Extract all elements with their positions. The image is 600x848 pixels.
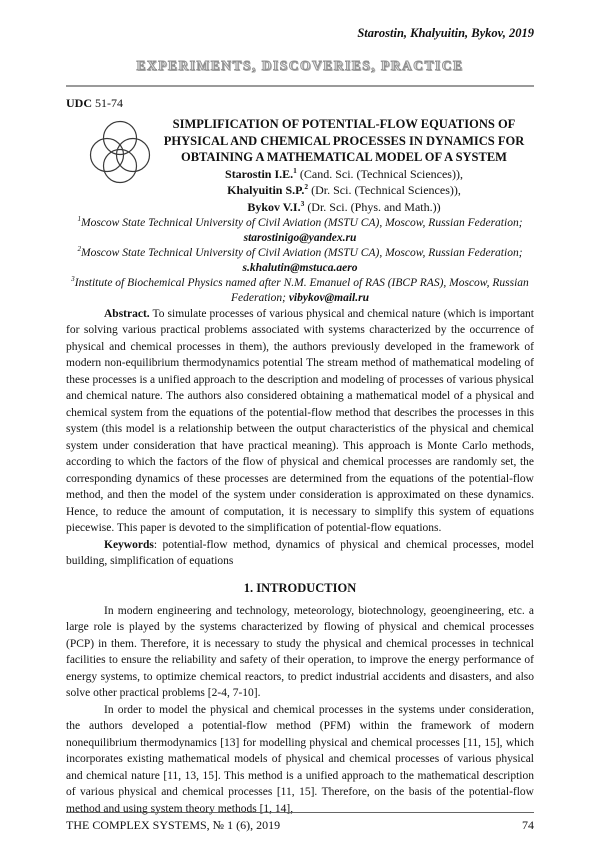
affiliation-text: Moscow State Technical University of Civil Aviation (MSTU CA), Moscow, Russian Federation; (81, 246, 523, 259)
udc-label: UDC (66, 96, 92, 110)
running-head: Starostin, Khalyuitin, Bykov, 2019 (357, 26, 534, 40)
keywords (66, 537, 534, 570)
author-sup: 1 (293, 165, 297, 175)
abstract (66, 306, 534, 537)
author-degree: (Dr. Sci. (Phys. and Math.)) (307, 200, 441, 215)
author-name: Khalyuitin S.P.$^2$ (227, 182, 309, 198)
author-line (154, 200, 534, 216)
abstract-text: To simulate processes of various physical and chemical nature (which is important for solving various practical problems associated with systems characterized by the occurrence of physical and chemical processes in them), the authors previously developed in the framework of modern non-equilibrium thermodynamics potential The stream method of mathematical modeling of these processes is a unified approach to the description and modeling of processes of various physical and chemical nature. The authors also considered obtaining a mathematical model of a physical and chemical system from the equations of the potential-flow method that describes the processes in this system (this model is a relationship between the output characteristics of the physical and chemical system under consideration that have practical meaning). This approach is Monte Carlo methods, according to which the factors of the flow of physical and chemical processes are randomly set, the corresponding dynamics of these processes are determined from the equations of the potential-flow method, and then the model of the system under consideration is approximated on these dynamics. Hence, to reduce the amount of computation, it is necessary to simplify this system of equations piecewise. This paper is devoted to the simplification of potential-flow equations. (66, 307, 534, 535)
keywords-label: Keywords (104, 538, 154, 551)
author-name: Bykov V.I.$^3$ (247, 199, 305, 215)
issue-banner: EXPERIMENTS, DISCOVERIES, PRACTICE (136, 58, 464, 73)
journal-logo (66, 116, 154, 216)
affiliation-text: Institute of Biochemical Physics named after N.M. Emanuel of RAS (IBCP RAS), Moscow, Russian Federation; (74, 276, 529, 304)
section-heading-introduction: 1. INTRODUCTION (243, 580, 357, 595)
affiliation-sup: 2 (77, 245, 81, 254)
author-line (154, 167, 534, 183)
affiliation-email[interactable]: starostinigo@yandex.ru (243, 231, 357, 244)
page-number: 74 (522, 818, 534, 832)
affiliation-text: Moscow State Technical University of Civil Aviation (MSTU CA), Moscow, Russian Federation; (81, 216, 523, 229)
author-line (154, 183, 534, 199)
paragraph: In order to model the physical and chemical processes in the systems under consideration, the authors developed a potential-flow method (PFM) within the framework of modern nonequilibrium thermodynamics [13] for modelling physical and chemical processes [11, 15], which incorporates existing mathematical models of physical and chemical processes of various physical and chemical nature [11, 13, 15]. This method is a unified approach to the mathematical description of various physical and chemical processes [11, 15]. Therefore, on the basis of the potential-flow method and using system theory methods [1, 14], (66, 703, 534, 815)
keywords-text: : potential-flow method, dynamics of physical and chemical processes, model building, simplification of equations (66, 538, 534, 568)
affiliation-line (70, 246, 530, 276)
rings-logo-icon (86, 118, 154, 186)
affiliation-email[interactable]: vibykov@mail.ru (288, 291, 369, 304)
affiliation-line (70, 276, 530, 306)
title-block (66, 116, 534, 216)
udc-value: 51-74 (95, 96, 123, 110)
paragraph: In modern engineering and technology, meteorology, biotechnology, geoengineering, etc. a large role is played by the systems characterized by flowing of physical and chemical processes (PCP) in them. Therefore, it is necessary to study the physical and chemical processes in technical facilities to ensure the reliability and safety of their operation, to improve the energy performance of energy systems, to optimize chemical reactors, to predict industrial accidents and disasters, and also solve other practical problems [2-4, 7-10]. (66, 604, 534, 700)
article-title: SIMPLIFICATION OF POTENTIAL-FLOW EQUATIONS OF PHYSICAL AND CHEMICAL PROCESSES IN DYNAMICS FOR OBTAINING A MATHEMATICAL MODEL OF A SYSTEM (163, 117, 525, 164)
affiliation-line (70, 216, 530, 246)
affiliation-email[interactable]: s.khalutin@mstuca.aero (242, 261, 358, 274)
author-degree: (Dr. Sci. (Technical Sciences)), (311, 183, 461, 198)
affiliation-sup: 3 (71, 274, 75, 283)
author-sup: 2 (304, 182, 309, 192)
udc-code (66, 96, 534, 111)
author-sup: 3 (300, 199, 305, 209)
author-degree: (Cand. Sci. (Technical Sciences)), (299, 166, 463, 181)
header-divider (66, 85, 534, 87)
title-column (154, 116, 534, 216)
affiliation-sup: 1 (77, 215, 81, 224)
journal-name: THE COMPLEX SYSTEMS, № 1 (6), 2019 (66, 818, 281, 832)
abstract-label: Abstract. (104, 307, 150, 320)
page-footer (66, 812, 534, 833)
author-name: Starostin I.E.$^1$ (225, 165, 297, 181)
